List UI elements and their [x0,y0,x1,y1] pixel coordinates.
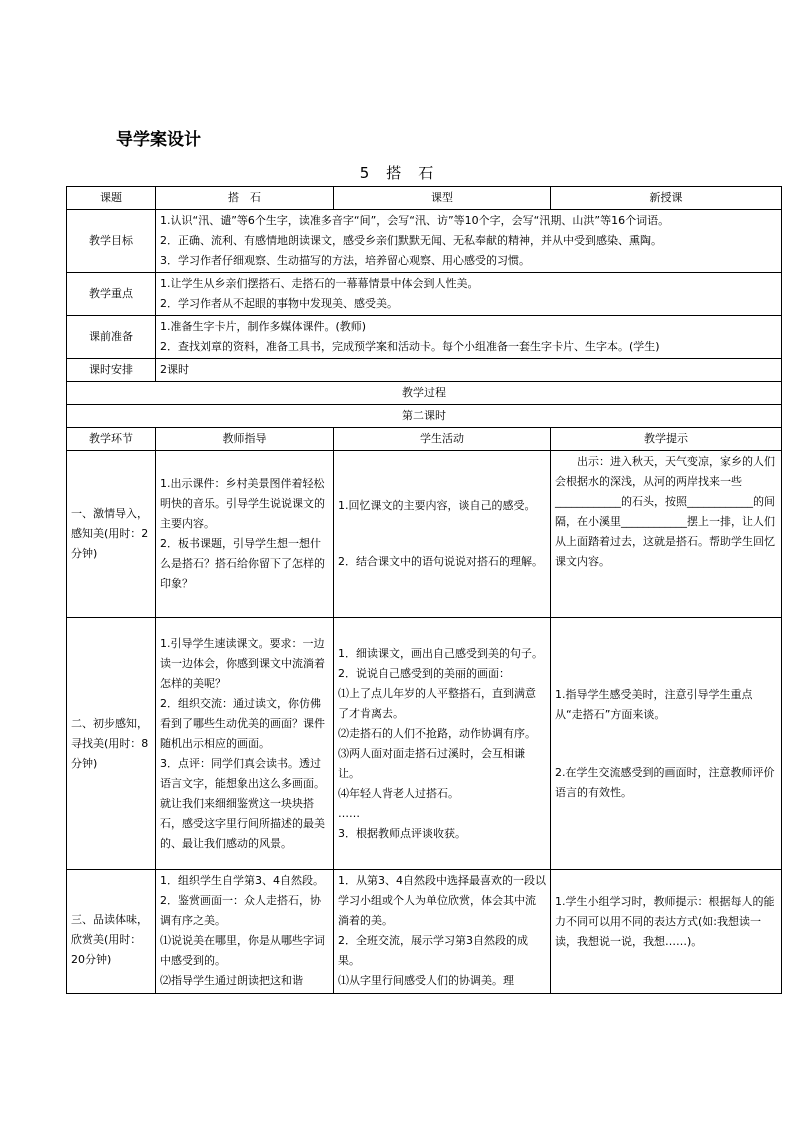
column-header-stage: 教学环节 [67,428,156,451]
goal-item: 2．正确、流利、有感情地朗读课文，感受乡亲们默默无闻、无私奉献的精神，并从中受到感染、熏陶。 [160,234,662,247]
goal-item: 3．学习作者仔细观察、生动描写的方法，培养留心观察、用心感受的习惯。 [160,254,530,267]
student-cell [334,618,551,870]
prep-label: 课前准备 [67,316,156,359]
topic-value: 搭 石 [156,187,334,210]
table-row [67,870,782,994]
student-cell [334,451,551,618]
focus-item: 1.让学生从乡亲们摆搭石、走搭石的一幕幕情景中体会到人性美。 [160,277,479,290]
teacher-step: 3．点评：同学们真会读书。透过语言文字，能想象出这么多画面。就让我们来细细鉴赏这一块块搭石，感受这字里行间所描述的最美的、最让我们感动的风景。 [160,756,325,850]
topic-label: 课题 [67,187,156,210]
column-header-teacher: 教师指导 [156,428,334,451]
student-step: ⑵走搭石的人们不抢路，动作协调有序。 [338,726,536,740]
tip-item: 1.学生小组学习时，教师提示：根据每人的能力不同可以用不同的表达方式(如:我想读一读，我想说一说，我想……)。 [555,895,775,948]
teacher-step: 1．组织学生自学第3、4自然段。 [160,874,324,887]
student-cell [334,870,551,994]
student-step: ⑶两人面对面走搭石过溪时，会互相谦让。 [338,746,525,780]
teacher-step: ⑴说说美在哪里，你是从哪些字词中感受到的。 [160,934,325,967]
student-step: 3．根据教师点评谈收获。 [338,826,466,840]
teacher-step: 2．板书课题，引导学生想一想什么是搭石？搭石给你留下了怎样的印象？ [160,537,325,590]
teacher-cell [156,451,334,618]
process-header-row [67,382,782,405]
teacher-step: 1.出示课件：乡村美景图伴着轻松明快的音乐。引导学生说说课文的主要内容。 [160,477,325,530]
goals-content [156,210,782,273]
lesson-plan-table [66,186,782,994]
stage-cell: 一、激情导入，感知美(用时：2分钟) [67,451,156,618]
student-step: 2．全班交流，展示学习第3自然段的成果。 [338,934,528,967]
column-header-row [67,428,782,451]
prep-item: 1.准备生字卡片，制作多媒体课件。(教师) [160,320,367,333]
student-step: 1．从第3、4自然段中选择最喜欢的一段以学习小组或个人为单位欣赏，体会其中流淌着的美。 [338,874,546,927]
info-row-topic [67,187,782,210]
student-step: …… [338,806,360,820]
process-header: 教学过程 [67,382,782,405]
lesson-title [0,162,794,183]
stage-cell: 二、初步感知，寻找美(用时：8分钟) [67,618,156,870]
lesson-number: 5 [359,164,371,182]
document-title: 导学案设计 [116,130,201,150]
goal-item: 1.认识“汛、谴”等6个生字，读准多音字“间”，会写“汛、访”等10个字，会写“汛期、山洪”等16个词语。 [160,214,670,227]
student-step: 1．细读课文，画出自己感受到美的句子。 [338,646,543,660]
info-row-prep [67,316,782,359]
tip-item: 1.指导学生感受美时，注意引导学生重点从“走搭石”方面来谈。 [555,687,753,721]
teacher-step: ⑵指导学生通过朗读把这和谐 [160,974,303,987]
type-value: 新授课 [551,187,782,210]
type-label: 课型 [334,187,551,210]
prep-item: 2．查找刘章的资料，准备工具书，完成预学案和活动卡。每个小组准备一套生字卡片、生字本。(学生) [160,340,660,353]
teacher-step: 2．鉴赏画面一：众人走搭石，协调有序之美。 [160,894,321,927]
tips-cell [551,870,782,994]
student-step: 2．结合课文中的语句说说对搭石的理解。 [338,555,543,568]
student-step: ⑴上了点儿年岁的人平整搭石，直到满意了才肯离去。 [338,686,536,720]
focus-item: 2．学习作者从不起眼的事物中发现美、感受美。 [160,297,398,310]
info-row-hours [67,359,782,382]
column-header-student: 学生活动 [334,428,551,451]
teacher-cell [156,870,334,994]
student-step: 1.回忆课文的主要内容，谈自己的感受。 [338,499,536,512]
table-row [67,451,782,618]
stage-label: 三、品读体味，欣赏美(用时：20分钟) [71,913,148,966]
tip-item: 2.在学生交流感受到的画面时，注意教师评价语言的有效性。 [555,765,775,799]
prep-content [156,316,782,359]
lesson-name: 搭 石 [386,164,435,182]
tips-cell [551,451,782,618]
column-header-tips: 教学提示 [551,428,782,451]
student-step: ⑷年轻人背老人过搭石。 [338,786,459,800]
goals-label: 教学目标 [67,210,156,273]
teacher-step: 1.引导学生速读课文。要求：一边读一边体会，你感到课文中流淌着怎样的美呢？ [160,636,325,690]
stage-cell [67,870,156,994]
info-row-focus [67,273,782,316]
table-row [67,618,782,870]
tips-cell [551,618,782,870]
teacher-step: 2．组织交流：通过读文，你仿佛看到了哪些生动优美的画面？课件随机出示相应的画面。 [160,696,325,750]
info-row-goals [67,210,782,273]
period-header-row [67,405,782,428]
period-header: 第二课时 [67,405,782,428]
student-step: 2．说说自己感受到的美丽的画面： [338,666,510,680]
hours-label: 课时安排 [67,359,156,382]
tip-item: 出示：进入秋天，天气变凉，家乡的人们会根据水的深浅，从河的两岸找来一些____________的石头，按照____________的间隔，在小溪里____________摆上一排，让人们从上面踏着过去，这就是搭石。帮助学生回忆课文内容。 [555,455,775,568]
teacher-cell [156,618,334,870]
focus-label: 教学重点 [67,273,156,316]
hours-value: 2课时 [156,359,782,382]
student-step: ⑴从字里行间感受人们的协调美。理 [338,974,514,987]
focus-content [156,273,782,316]
